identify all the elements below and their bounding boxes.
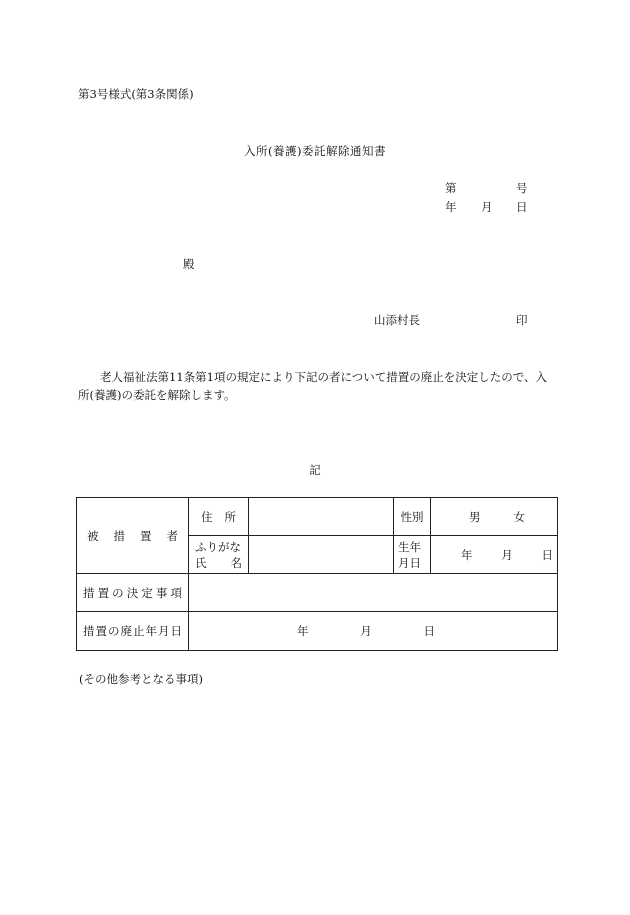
birth-label-line1: 生年 — [398, 539, 421, 554]
birth-year-unit: 年 — [461, 547, 473, 562]
decision-label-char: 置 — [97, 585, 110, 600]
ki-label: 記 — [309, 463, 321, 477]
abolition-label-char: 措 — [83, 624, 95, 638]
gender-option-female[interactable]: 女 — [513, 509, 525, 524]
name-label-char: 氏 — [195, 555, 207, 570]
abolition-date-cell[interactable] — [189, 612, 558, 651]
gender-label-cell: 性別 — [394, 498, 431, 536]
address-label-char: 所 — [224, 509, 236, 524]
abolition-label-char: の — [108, 624, 120, 638]
decision-row — [77, 574, 558, 612]
gender-value-cell[interactable] — [431, 498, 558, 536]
addressee-honorific: 殿 — [183, 257, 195, 271]
abolition-label-char: 置 — [95, 624, 107, 638]
decision-label-char: 項 — [170, 585, 182, 600]
birth-day-unit: 日 — [541, 547, 553, 562]
address-value-cell[interactable] — [249, 498, 394, 536]
birth-value-cell[interactable] — [431, 536, 558, 574]
body-paragraph: 老人福祉法第11条第1項の規定により下記の者について措置の廃止を決定したので、入所(養護)の委託を解除します。 — [78, 370, 547, 402]
abolition-label-char: 止 — [133, 624, 145, 638]
name-value-cell[interactable] — [249, 536, 394, 574]
birth-label-line2: 月日 — [398, 555, 421, 570]
abolition-month-unit: 月 — [360, 624, 372, 638]
decision-label-char: 定 — [141, 585, 153, 600]
gender-option-male[interactable]: 男 — [469, 509, 481, 524]
address-label-cell — [189, 498, 249, 536]
number-prefix: 第 — [445, 181, 457, 195]
person-label-char: 置 — [140, 528, 152, 543]
abolition-row — [77, 612, 558, 651]
name-label-char: 名 — [230, 555, 242, 570]
abolition-year-unit: 年 — [297, 624, 309, 638]
abolition-label-char: 年 — [145, 624, 157, 638]
decision-label-char: 事 — [155, 585, 168, 600]
document-title: 入所(養護)委託解除通知書 — [244, 144, 386, 158]
remarks-heading: (その他参考となる事項) — [79, 672, 203, 686]
form-number: 第3号様式(第3条関係) — [78, 87, 194, 101]
record-table — [76, 497, 558, 651]
sender-name: 山添村長 — [374, 313, 420, 327]
birth-label-cell — [394, 536, 431, 574]
decision-value-cell[interactable] — [189, 574, 558, 612]
abolition-label-cell — [77, 612, 189, 651]
person-label-char: 措 — [113, 528, 125, 543]
address-label-char: 住 — [201, 509, 213, 524]
abolition-label-char: 月 — [158, 624, 170, 638]
seal-mark: 印 — [516, 313, 528, 327]
date-day: 日 — [516, 200, 528, 214]
name-label-cell — [189, 536, 249, 574]
address-row — [77, 498, 558, 536]
abolition-day-unit: 日 — [423, 624, 435, 638]
furigana-label: ふりがな — [195, 539, 241, 554]
decision-label-cell — [77, 574, 189, 612]
abolition-label-char: 廃 — [120, 624, 132, 638]
person-label-char: 被 — [87, 528, 99, 543]
person-label-char: 者 — [166, 528, 178, 543]
decision-label-char: 決 — [126, 585, 139, 600]
person-label-cell — [77, 498, 189, 574]
date-year: 年 — [445, 200, 457, 214]
birth-month-unit: 月 — [501, 547, 513, 562]
abolition-label-char: 日 — [170, 624, 182, 638]
decision-label-char: 措 — [83, 585, 95, 600]
number-suffix: 号 — [516, 181, 528, 195]
decision-label-char: の — [112, 585, 124, 600]
date-month: 月 — [481, 200, 493, 214]
